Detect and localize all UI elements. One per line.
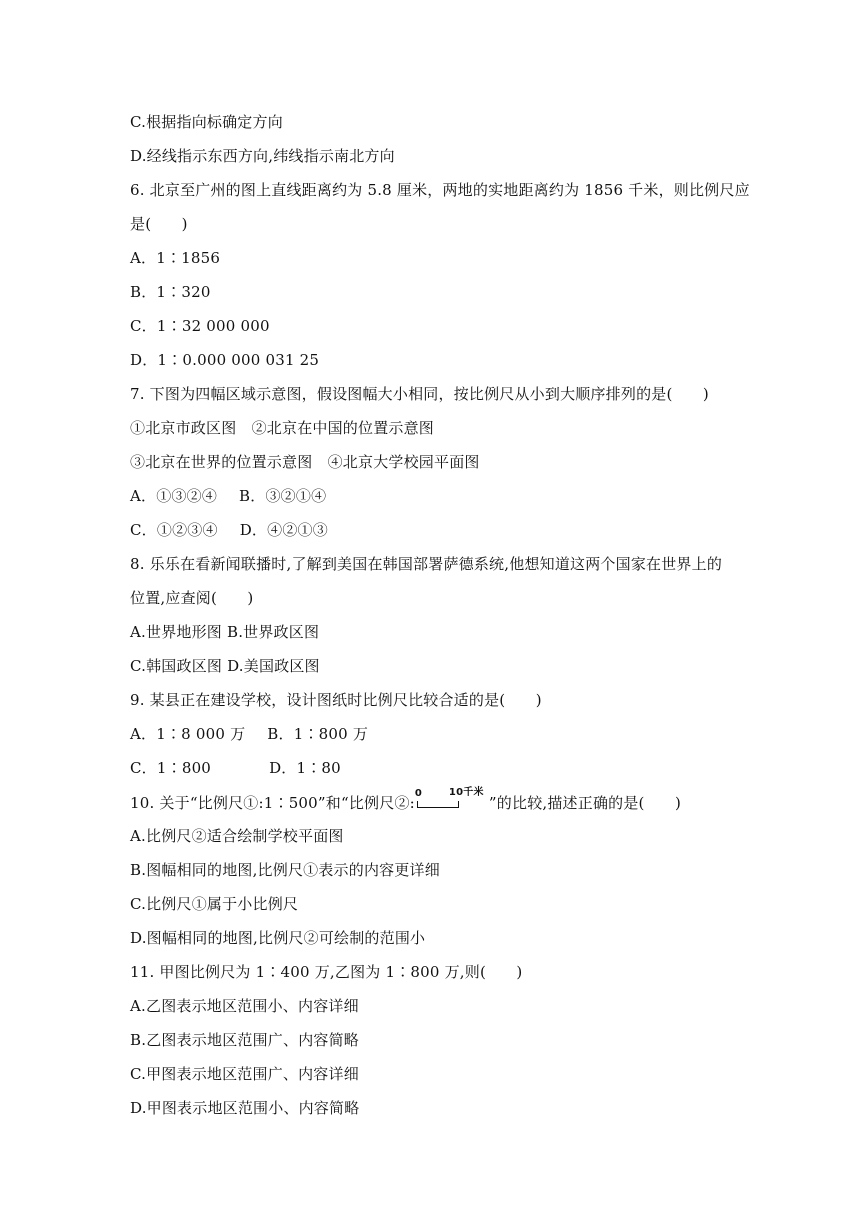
q10-stem — [130, 787, 682, 813]
q10-option-b: B.图幅相同的地图,比例尺①表示的内容更详细 — [130, 861, 440, 879]
q9-option-c: C．1∶800 — [130, 759, 212, 777]
q11-option-d: D.甲图表示地区范围小、内容简略 — [130, 1099, 360, 1117]
q6-option-a: A．1∶1856 — [130, 249, 221, 267]
q10-option-d: D.图幅相同的地图,比例尺②可绘制的范围小 — [130, 929, 426, 947]
q9-options-row2 — [130, 758, 341, 778]
q5-option-c: C.根据指向标确定方向 — [130, 113, 283, 131]
q7-options-row2 — [130, 520, 328, 540]
q9-option-d: D．1∶80 — [269, 759, 341, 777]
scale-bar-zero: 0 — [414, 788, 423, 799]
scale-bar-figure — [414, 787, 489, 810]
q8-stem-line1: 8. 乐乐在看新闻联播时,了解到美国在韩国部署萨德系统,他想知道这两个国家在世界上的 — [130, 555, 723, 573]
scale-bar-label: 10千米 — [448, 787, 484, 798]
q11-option-b: B.乙图表示地区范围广、内容简略 — [130, 1031, 359, 1049]
q6-stem-line2: 是( ) — [130, 215, 188, 233]
q7-stem: 7. 下图为四幅区域示意图，假设图幅大小相同，按比例尺从小到大顺序排列的是( ) — [130, 385, 709, 403]
q10-stem-prefix: 10. 关于“比例尺①:1∶500”和“比例尺②: — [130, 794, 415, 812]
q7-option-b: B．③②①④ — [239, 487, 327, 505]
q6-option-b: B．1∶320 — [130, 283, 211, 301]
q6-option-c: C．1∶32 000 000 — [130, 317, 270, 335]
q10-option-a: A.比例尺②适合绘制学校平面图 — [130, 827, 344, 845]
q7-option-d: D．④②①③ — [239, 521, 328, 539]
q6-option-d: D．1∶0.000 000 031 25 — [130, 351, 320, 369]
q7-items-row1: ①北京市政区图 ②北京在中国的位置示意图 — [130, 419, 435, 437]
q8-stem-line2: 位置,应查阅( ) — [130, 589, 254, 607]
q10-option-c: C.比例尺①属于小比例尺 — [130, 895, 299, 913]
q9-stem: 9. 某县正在建设学校，设计图纸时比例尺比较合适的是( ) — [130, 691, 542, 709]
q5-option-d: D.经线指示东西方向,纬线指示南北方向 — [130, 147, 395, 165]
q8-options-row2: C.韩国政区图 D.美国政区图 — [130, 657, 320, 675]
q11-stem: 11. 甲图比例尺为 1∶400 万,乙图为 1∶800 万,则( ) — [130, 963, 523, 981]
q6-stem-line1: 6. 北京至广州的图上直线距离约为 5.8 厘米，两地的实地距离约为 1856 千米，则比例尺应 — [130, 181, 750, 199]
q8-options-row1: A.世界地形图 B.世界政区图 — [130, 623, 320, 641]
q9-option-b: B．1∶800 万 — [267, 725, 369, 743]
q11-option-c: C.甲图表示地区范围广、内容详细 — [130, 1065, 359, 1083]
q7-option-a: A．①③②④ — [130, 487, 218, 505]
q7-items-row2: ③北京在世界的位置示意图 ④北京大学校园平面图 — [130, 453, 480, 471]
q11-option-a: A.乙图表示地区范围小、内容详细 — [130, 997, 359, 1015]
scale-bar-line — [417, 801, 459, 808]
q7-options-row1 — [130, 486, 326, 506]
q9-options-row1 — [130, 724, 368, 744]
q10-stem-suffix: ”的比较,描述正确的是( ) — [488, 794, 682, 812]
q9-option-a: A．1∶8 000 万 — [130, 725, 246, 743]
q7-option-c: C．①②③④ — [130, 521, 218, 539]
